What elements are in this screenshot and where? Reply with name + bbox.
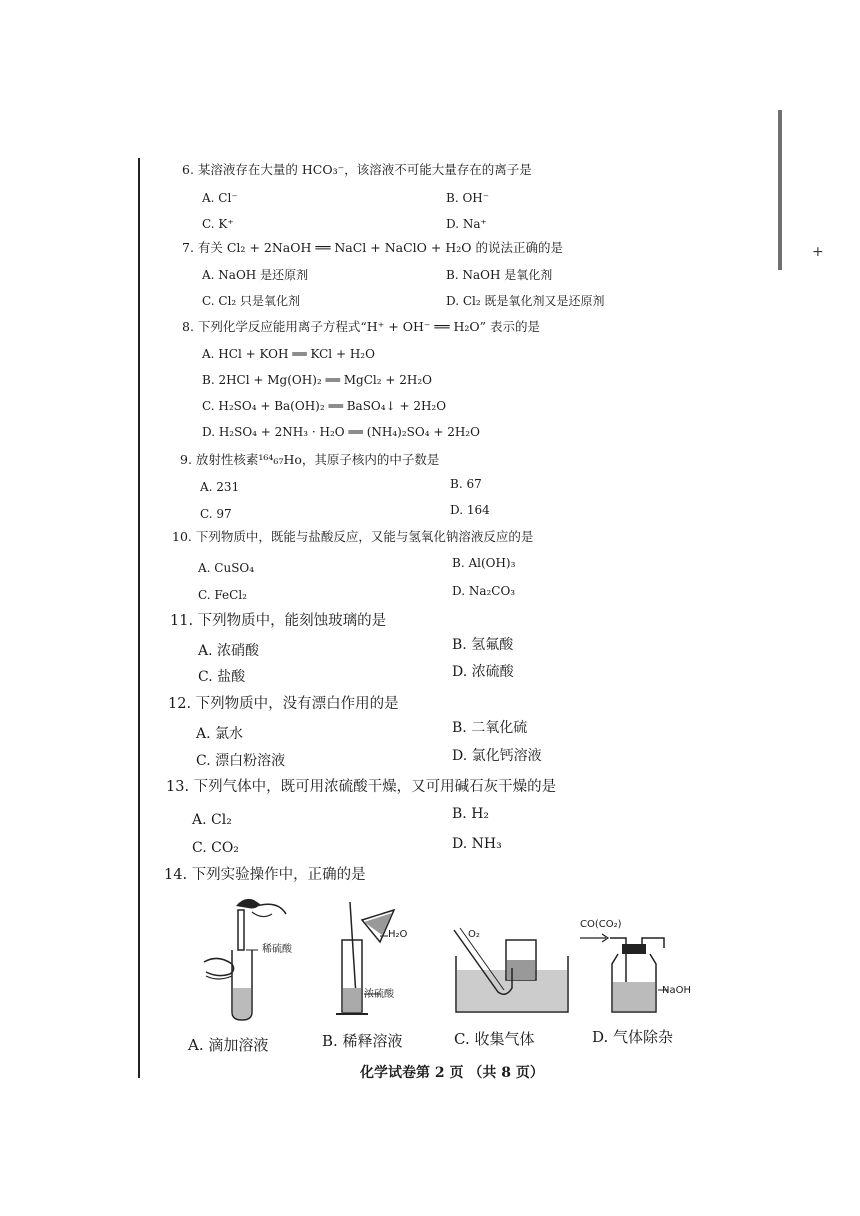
- question-14-stem: 14. 下列实验操作中，正确的是: [164, 867, 366, 883]
- q13-option-d: D. NH₃: [452, 836, 502, 852]
- q12-option-b: B. 二氧化硫: [452, 720, 528, 736]
- q9-option-d: D. 164: [450, 503, 490, 517]
- q10-option-b: B. Al(OH)₃: [452, 556, 516, 570]
- figure-b-water-label: H₂O: [388, 929, 408, 940]
- question-9-stem: 9. 放射性核素¹⁶⁴₆₇Ho，其原子核内的中子数是: [180, 452, 440, 467]
- q8-option-b: B. 2HCl + Mg(OH)₂ ══ MgCl₂ + 2H₂O: [202, 373, 433, 387]
- q11-option-d: D. 浓硫酸: [452, 664, 514, 680]
- scan-edge-mark: [778, 110, 782, 270]
- page-margin-line: [138, 158, 140, 1078]
- q10-option-c: C. FeCl₂: [198, 588, 247, 602]
- q6-option-d: D. Na⁺: [446, 217, 487, 231]
- q8-option-c: C. H₂SO₄ + Ba(OH)₂ ══ BaSO₄↓ + 2H₂O: [202, 399, 447, 413]
- q12-option-c: C. 漂白粉溶液: [196, 753, 286, 769]
- figure-a-dropper: [196, 892, 306, 1022]
- page-footer: 化学试卷第 2 页 （共 8 页）: [360, 1065, 544, 1081]
- q6-option-a: A. Cl⁻: [202, 191, 238, 205]
- figure-a-label: 稀硫酸: [262, 944, 292, 955]
- question-8-stem: 8. 下列化学反应能用离子方程式“H⁺ + OH⁻ ══ H₂O” 表示的是: [182, 319, 540, 334]
- figure-b-dilution: [320, 896, 420, 1026]
- q11-option-c: C. 盐酸: [198, 669, 246, 685]
- caption-c: C. 收集气体: [454, 1030, 535, 1048]
- q7-option-a: A. NaOH 是还原剂: [202, 268, 309, 282]
- q6-option-b: B. OH⁻: [446, 191, 490, 205]
- q8-option-d: D. H₂SO₄ + 2NH₃ · H₂O ══ (NH₄)₂SO₄ + 2H₂O: [202, 425, 480, 439]
- q8-option-a: A. HCl + KOH ══ KCl + H₂O: [202, 347, 375, 361]
- q9-option-b: B. 67: [450, 477, 482, 491]
- question-10-stem: 10. 下列物质中，既能与盐酸反应，又能与氢氧化钠溶液反应的是: [172, 529, 534, 544]
- q7-option-b: B. NaOH 是氧化剂: [446, 268, 553, 282]
- q11-option-a: A. 浓硝酸: [198, 643, 260, 659]
- scan-cross-mark: +: [812, 244, 824, 260]
- caption-d: D. 气体除杂: [592, 1028, 674, 1046]
- figure-c-gas-label: O₂: [468, 929, 480, 940]
- figure-b-acid-label: 浓硫酸: [364, 989, 394, 1000]
- q10-option-d: D. Na₂CO₃: [452, 584, 516, 598]
- q10-option-a: A. CuSO₄: [198, 561, 255, 575]
- q13-option-a: A. Cl₂: [192, 812, 232, 828]
- q12-option-d: D. 氯化钙溶液: [452, 748, 542, 764]
- question-11-stem: 11. 下列物质中，能刻蚀玻璃的是: [170, 613, 387, 629]
- q13-option-c: C. CO₂: [192, 840, 239, 856]
- question-13-stem: 13. 下列气体中，既可用浓硫酸干燥，又可用碱石灰干燥的是: [166, 779, 557, 795]
- caption-a: A. 滴加溶液: [188, 1036, 269, 1054]
- q9-option-c: C. 97: [200, 507, 232, 521]
- q12-option-a: A. 氯水: [196, 726, 244, 742]
- q11-option-b: B. 氢氟酸: [452, 637, 514, 653]
- q6-option-c: C. K⁺: [202, 217, 234, 231]
- q7-option-d: D. Cl₂ 既是氧化剂又是还原剂: [446, 294, 605, 308]
- question-7-stem: 7. 有关 Cl₂ + 2NaOH ══ NaCl + NaClO + H₂O 的说法正确的是: [182, 240, 563, 255]
- figure-d-gas-label: CO(CO₂): [580, 919, 622, 930]
- q13-option-b: B. H₂: [452, 806, 490, 822]
- figure-d-gas-washing: [578, 930, 688, 1020]
- q7-option-c: C. Cl₂ 只是氧化剂: [202, 294, 301, 308]
- question-6-stem: 6. 某溶液存在大量的 HCO₃⁻，该溶液不可能大量存在的离子是: [182, 162, 532, 177]
- caption-b: B. 稀释溶液: [322, 1032, 403, 1050]
- figure-d-solution-label: NaOH: [662, 985, 691, 996]
- q9-option-a: A. 231: [200, 480, 240, 494]
- question-12-stem: 12. 下列物质中，没有漂白作用的是: [168, 696, 399, 712]
